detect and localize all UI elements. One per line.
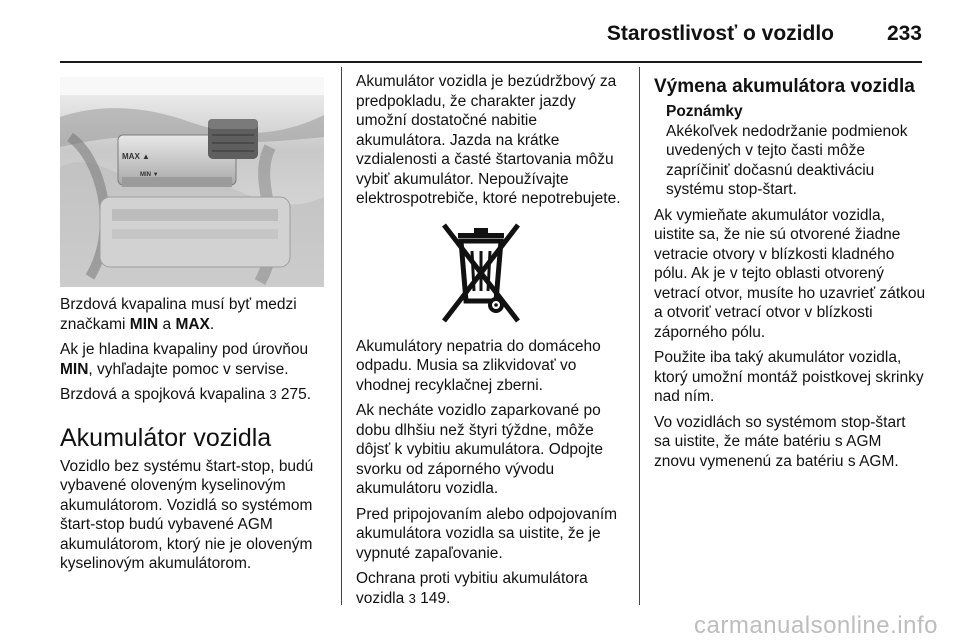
engine-bay-illustration — [60, 77, 324, 287]
page-reference-arrow-icon: 3 — [408, 590, 416, 606]
section-title: Starostlivosť o vozidlo — [606, 22, 834, 45]
battery-type-text: Vozidlo bez systému štart-stop, budú vybavené oloveným kyselinovým akumulátorom. Vozidlá so systémom štart-stop budú vybavené AGM akumulátorom, ktorý nie je oloveným kyselinovým akumulátorom. — [60, 457, 314, 572]
column-1 — [60, 295, 332, 580]
fluid-reference-text: Brzdová a spojková kvapalina 3 275. — [60, 386, 312, 403]
section-heading-battery-replacement: Výmena akumulátora vozidla — [654, 76, 915, 97]
ignition-off-text: Pred pripojovaním alebo odpojovaním akumulátora vozidla sa uistite, že je vypnuté zapaľovanie. — [356, 505, 618, 562]
brake-fluid-level-text: Brzdová kvapalina musí byť medzi značkami MIN a MAX. — [60, 296, 297, 333]
column-divider-2 — [639, 67, 640, 605]
header-divider — [60, 61, 922, 63]
vent-openings-text: Ak vymieňate akumulátor vozidla, uistite sa, že nie sú otvorené žiadne vetracie otvory v blízkosti kladného pólu. Ak je v tejto oblasti otvorený vetrací otvor, musíte ho uzavrieť zátkou a otvoriť vetrací otvor v blízkosti záporného pólu. — [654, 206, 926, 341]
page-number: 233 — [886, 22, 922, 45]
page-reference-link[interactable]: 149. — [415, 589, 451, 607]
discharge-protection-text: Ochrana proti vybitiu akumulátora vozidla 3 149. — [356, 570, 588, 607]
page-reference-link[interactable]: 275. — [276, 386, 312, 403]
parking-discharge-text: Ak necháte vozidlo zaparkované po dobu dlhšiu než štyri týždne, môže dôjsť k vybitiu akumulátora. Odpojte svorku od záporného vývodu akumulátoru vozidla. — [356, 402, 604, 497]
max-marking: MAX ▲ — [122, 152, 150, 161]
section-heading-battery: Akumulátor vozidla — [60, 423, 272, 452]
note-text: Akékoľvek nedodržanie podmienok uvedených v tejto časti môže zapríčiniť dočasnú deaktiváciu systému stop-štart. — [666, 122, 908, 198]
column-2 — [356, 72, 628, 614]
note-block — [654, 102, 926, 200]
note-label: Poznámky — [666, 103, 743, 120]
page-reference-arrow-icon: 3 — [269, 387, 277, 402]
brake-fluid-reservoir-photo — [60, 77, 324, 287]
disposal-text: Akumulátory nepatria do domáceho odpadu. Musia sa zlikvidovať vo vhodnej recyklačnej zberni. — [356, 337, 601, 394]
fuse-box-text: Použite iba taký akumulátor vozidla, ktorý umožní montáž poistkovej skrinky nad ním. — [654, 349, 924, 405]
footer-watermark: carmanualsonline.info — [694, 612, 938, 639]
maintenance-free-text: Akumulátor vozidla je bezúdržbový za predpokladu, že charakter jazdy umožní dostatočné nabitie akumulátora. Jazda na krátke vzdialenosti a časté štartovania môžu vybiť akumulátor. Nepoužívajte elektrospotrebiče, ktoré nepotrebujete. — [356, 73, 621, 207]
min-marking: MIN ▼ — [140, 172, 159, 178]
column-divider-1 — [341, 67, 342, 605]
agm-replacement-text: Vo vozidlách so systémom stop-štart sa uistite, že máte batériu s AGM znovu vymenenú za batériu s AGM. — [654, 413, 906, 470]
column-3 — [654, 75, 926, 477]
low-level-text: Ak je hladina kvapaliny pod úrovňou MIN, vyhľadajte pomoc v servise. — [60, 341, 309, 378]
crossed-out-bin-icon — [436, 221, 526, 325]
